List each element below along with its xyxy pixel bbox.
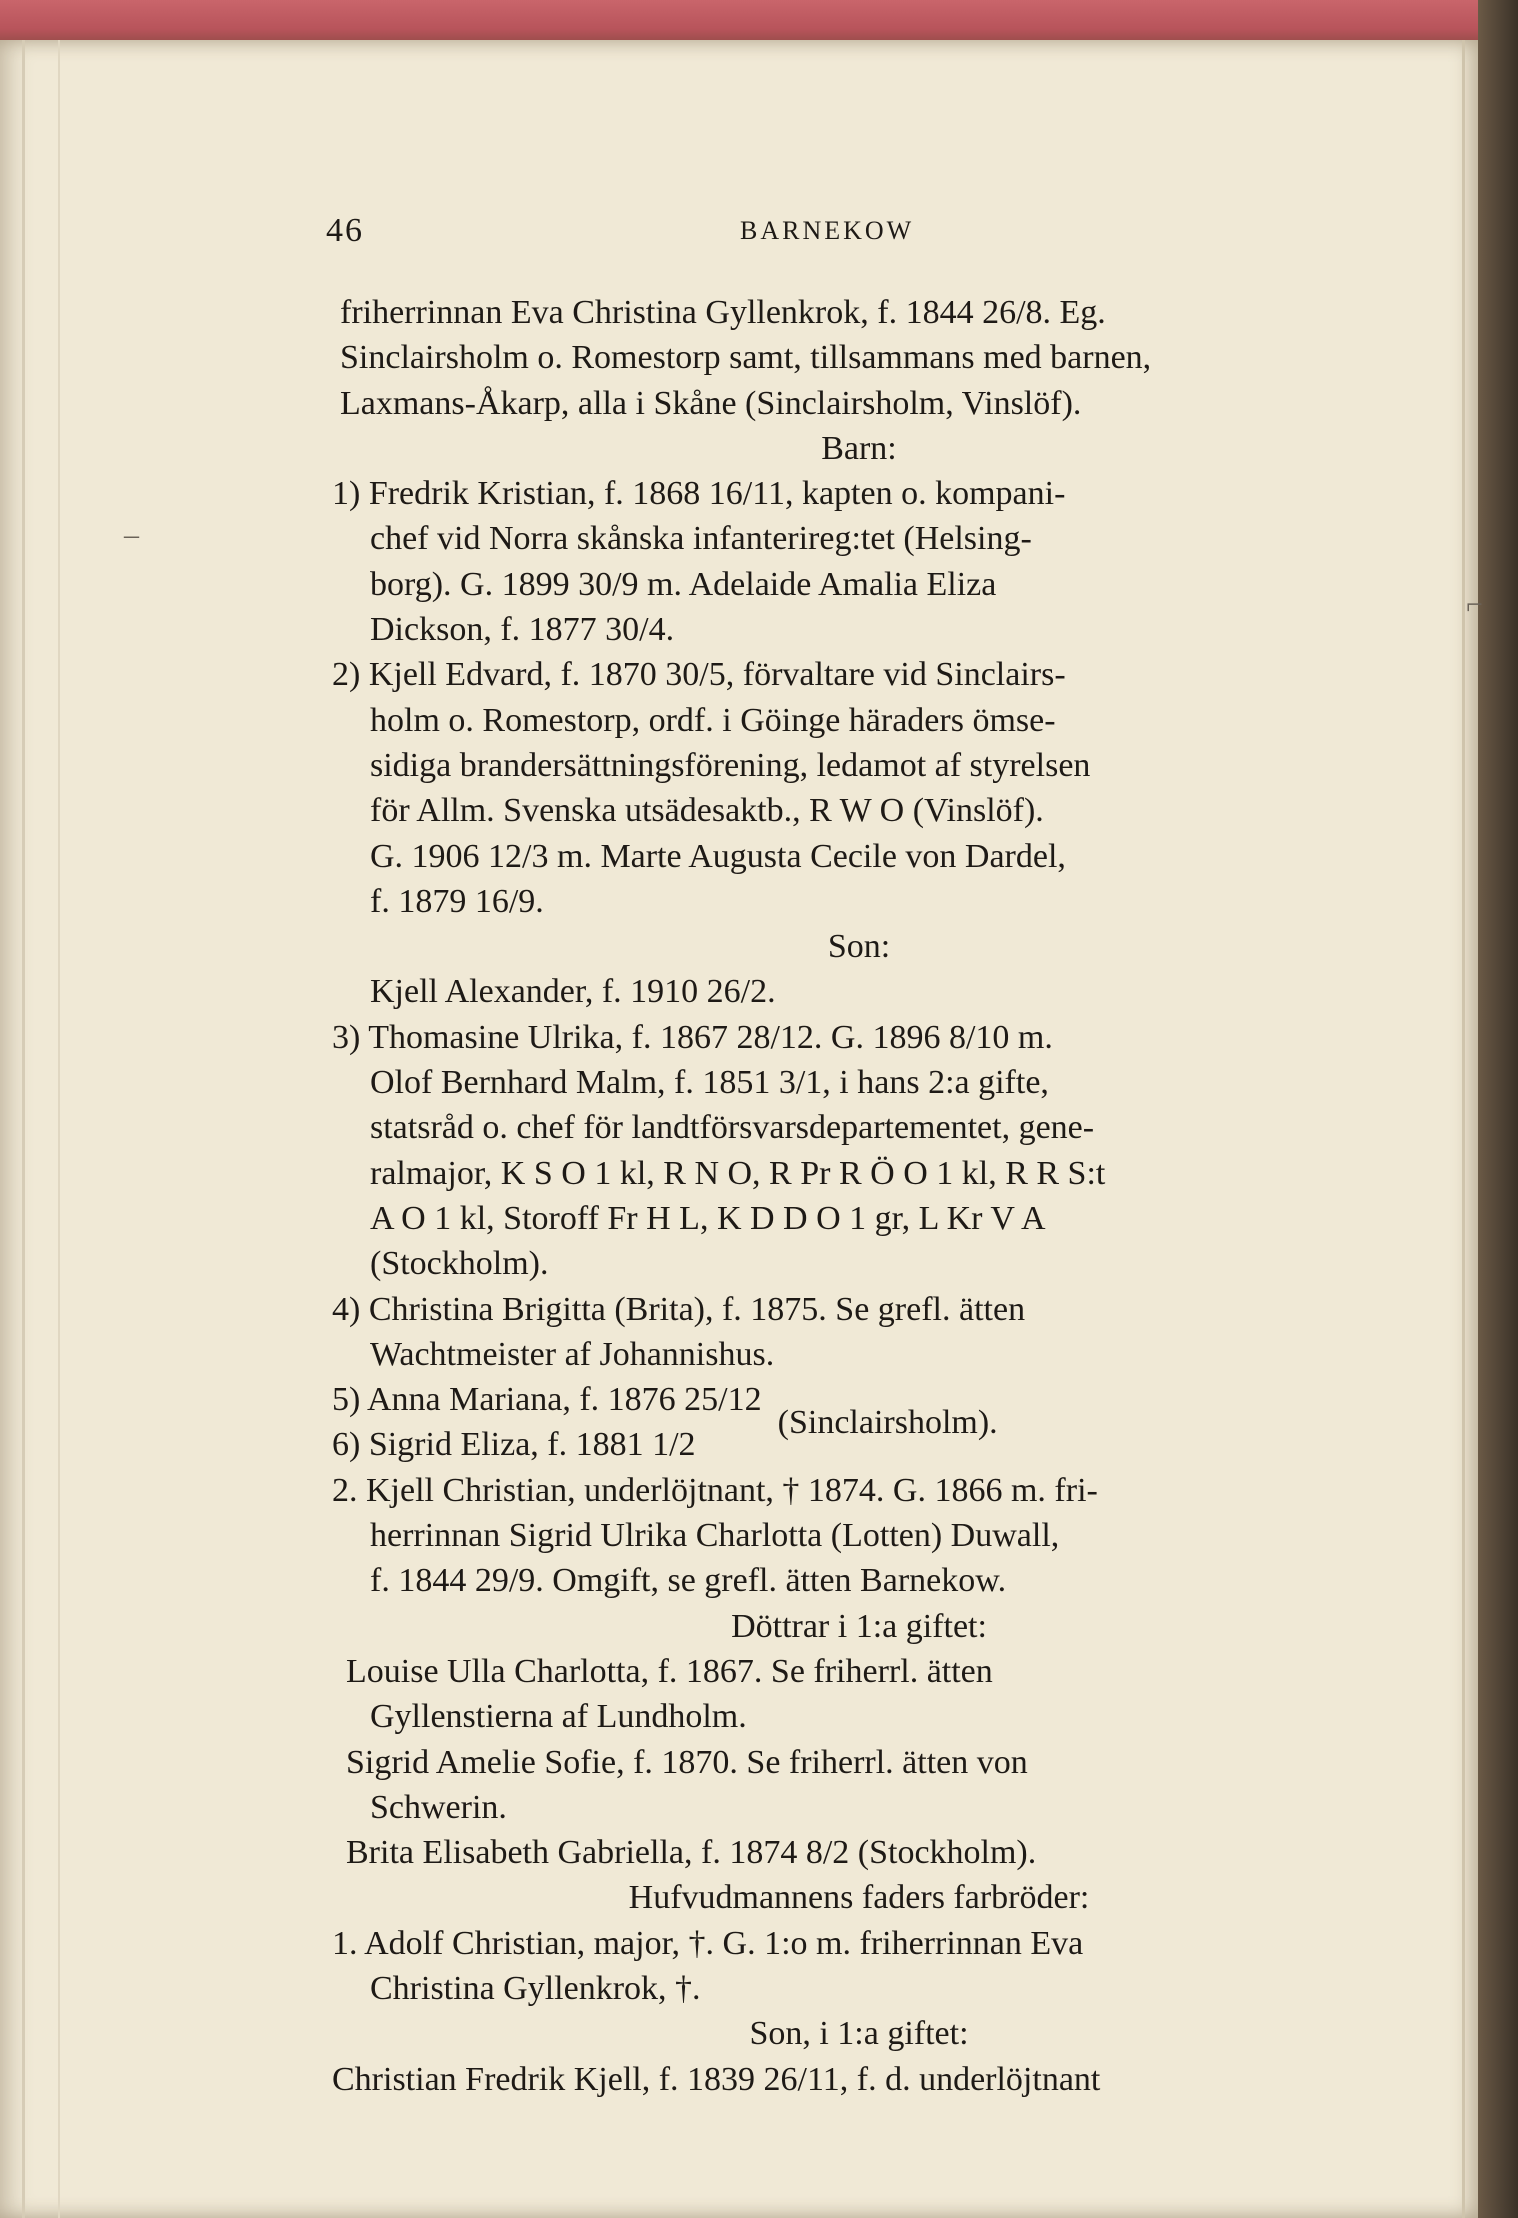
- page-number: 46: [326, 212, 364, 249]
- text-line: sidiga brandersättningsförening, ledamot af styrelsen: [370, 746, 1091, 784]
- text-line: Sigrid Amelie Sofie, f. 1870. Se friherrl. ätten von: [346, 1743, 1028, 1781]
- section-heading: Hufvudmannens faders farbröder:: [628, 1879, 1090, 1917]
- page-gutter: [22, 40, 25, 2218]
- section-heading: Barn:: [821, 429, 897, 467]
- text-line: Gyllenstierna af Lundholm.: [370, 1698, 747, 1736]
- text-line: 2) Kjell Edvard, f. 1870 30/5, förvaltare vid Sinclairs-: [332, 656, 1066, 694]
- text-line: Christina Gyllenkrok, †.: [370, 1969, 701, 2007]
- text-line: statsråd o. chef för landtförsvarsdepartementet, gene-: [370, 1109, 1095, 1147]
- section-heading: Son:: [827, 928, 891, 966]
- page-header: [326, 212, 1376, 262]
- text-line: chef vid Norra skånska infanterireg:tet (Helsing-: [370, 520, 1032, 558]
- page-gutter-inner: [58, 40, 60, 2218]
- text-line: Laxmans-Åkarp, alla i Skåne (Sinclairsholm, Vinslöf).: [340, 384, 1082, 422]
- text-line: borg). G. 1899 30/9 m. Adelaide Amalia Eliza: [370, 565, 997, 603]
- section-heading: Son, i 1:a giftet:: [749, 2015, 969, 2053]
- text-line: Christian Fredrik Kjell, f. 1839 26/11, f. d. underlöjtnant: [332, 2060, 1101, 2098]
- text-line: Schwerin.: [370, 1788, 507, 1826]
- section-heading: Döttrar i 1:a giftet:: [731, 1607, 987, 1645]
- text-line: 5) Anna Mariana, f. 1876 25/12: [332, 1381, 762, 1419]
- text-line: Brita Elisabeth Gabriella, f. 1874 8/2 (Stockholm).: [346, 1834, 1037, 1872]
- book-binding-right: [1478, 0, 1518, 2218]
- text-line: f. 1844 29/9. Omgift, se grefl. ätten Barnekow.: [370, 1562, 1007, 1600]
- margin-mark-dash: –: [124, 518, 139, 551]
- text-line: friherrinnan Eva Christina Gyllenkrok, f. 1844 26/8. Eg.: [340, 294, 1106, 331]
- text-line: Sinclairsholm o. Romestorp samt, tillsammans med barnen,: [340, 339, 1152, 377]
- text-line: f. 1879 16/9.: [370, 882, 544, 920]
- page-text: [332, 290, 1372, 2102]
- text-line: för Allm. Svenska utsädesaktb., R W O (Vinslöf).: [370, 792, 1044, 830]
- text-line: herrinnan Sigrid Ulrika Charlotta (Lotten) Duwall,: [370, 1517, 1060, 1555]
- running-title: BARNEKOW: [740, 216, 915, 245]
- text-line: 4) Christina Brigitta (Brita), f. 1875. Se grefl. ätten: [332, 1290, 1026, 1328]
- text-line: 3) Thomasine Ulrika, f. 1867 28/12. G. 1896 8/10 m.: [332, 1018, 1053, 1056]
- text-line: (Stockholm).: [370, 1245, 549, 1283]
- bracket-note: (Sinclairsholm).: [777, 1403, 998, 1441]
- text-line: 1. Adolf Christian, major, †. G. 1:o m. friherrinnan Eva: [332, 1924, 1084, 1962]
- bracketed-entries: [332, 1377, 1372, 1468]
- text-line: G. 1906 12/3 m. Marte Augusta Cecile von Dardel,: [370, 837, 1066, 875]
- text-line: A O 1 kl, Storoff Fr H L, K D D O 1 gr, L Kr V A: [370, 1199, 1046, 1237]
- text-line: holm o. Romestorp, ordf. i Göinge häraders ömse-: [370, 701, 1056, 739]
- margin-mark-corner: ⌐: [1466, 588, 1483, 621]
- page-edge: [1462, 40, 1465, 2218]
- bracketed-lines: [332, 1377, 762, 1468]
- text-line: Kjell Alexander, f. 1910 26/2.: [370, 973, 776, 1011]
- text-line: 1) Fredrik Kristian, f. 1868 16/11, kapten o. kompani-: [332, 475, 1066, 513]
- text-line: 6) Sigrid Eliza, f. 1881 1/2: [332, 1426, 696, 1464]
- text-line: ralmajor, K S O 1 kl, R N O, R Pr R Ö O 1 kl, R R S:t: [370, 1154, 1106, 1192]
- text-line: Wachtmeister af Johannishus.: [370, 1335, 775, 1373]
- text-line: Dickson, f. 1877 30/4.: [370, 611, 675, 649]
- text-line: 2. Kjell Christian, underlöjtnant, † 1874. G. 1866 m. fri-: [332, 1471, 1098, 1509]
- text-line: Louise Ulla Charlotta, f. 1867. Se friherrl. ätten: [346, 1652, 993, 1690]
- text-line: Olof Bernhard Malm, f. 1851 3/1, i hans 2:a gifte,: [370, 1064, 1049, 1102]
